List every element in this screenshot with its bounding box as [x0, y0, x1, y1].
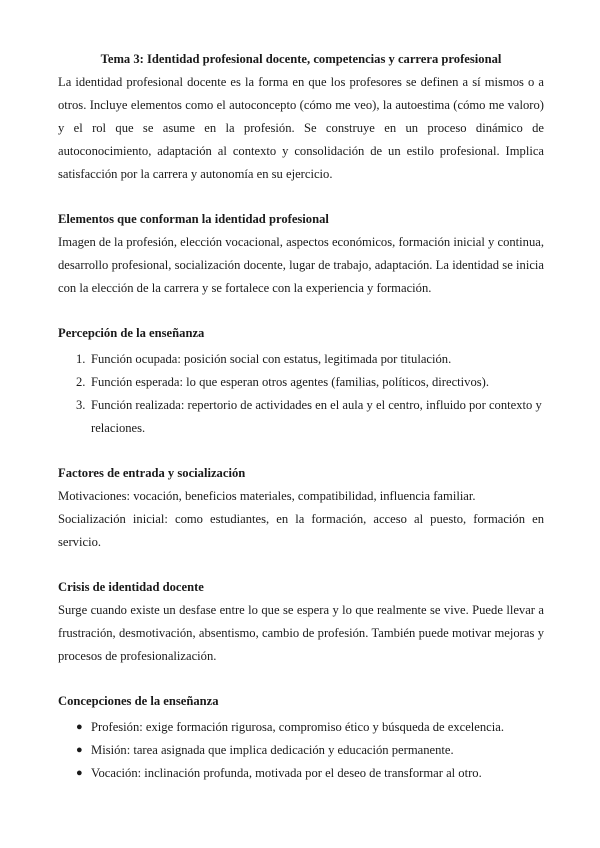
list-item-text: Función realizada: repertorio de actividades en el aula y el centro, influido por contexto y relaciones. — [91, 398, 542, 435]
section-heading-percepcion: Percepción de la enseñanza — [58, 326, 205, 340]
percepcion-numbered-list — [58, 348, 544, 440]
section-text-crisis: Surge cuando existe un desfase entre lo que se espera y lo que realmente se vive. Puede llevar a frustración, desmotivación, absentismo, cambio de profesión. También puede motivar mejoras y procesos de profesionalización. — [58, 603, 544, 663]
section-heading-factores: Factores de entrada y socialización — [58, 466, 246, 480]
section-heading-crisis: Crisis de identidad docente — [58, 580, 204, 594]
bullet-icon: ● — [76, 767, 83, 779]
list-item — [58, 739, 544, 762]
bullet-icon: ● — [76, 721, 83, 733]
list-item — [58, 371, 544, 394]
list-item — [58, 716, 544, 739]
intro-paragraph: La identidad profesional docente es la forma en que los profesores se definen a sí mismos o a otros. Incluye elementos como el autoconcepto (cómo me veo), la autoestima (cómo me valoro) y el rol que se asume en la profesión. Se construye en un proceso dinámico de autoconocimiento, adaptación al contexto y consolidación de un estilo profesional. Implica satisfacción por la carrera y autonomía en su ejercicio. — [58, 75, 544, 181]
list-item — [58, 762, 544, 785]
concepciones-bullet-list — [58, 716, 544, 785]
factores-motivaciones: Motivaciones: vocación, beneficios materiales, compatibilidad, influencia familiar. — [58, 489, 476, 503]
list-item — [58, 348, 544, 371]
bullet-icon: ● — [76, 744, 83, 756]
list-item-text: Misión: tarea asignada que implica dedicación y educación permanente. — [91, 743, 454, 757]
list-number: 3. — [76, 398, 86, 412]
section-text-elementos: Imagen de la profesión, elección vocacional, aspectos económicos, formación inicial y continua, desarrollo profesional, socialización docente, lugar de trabajo, adaptación. La identidad se inicia con la elección de la carrera y se fortalece con la experiencia y formación. — [58, 235, 544, 295]
document-page — [58, 48, 544, 785]
list-item-text: Profesión: exige formación rigurosa, compromiso ético y búsqueda de excelencia. — [91, 720, 505, 734]
document-title: Tema 3: Identidad profesional docente, competencias y carrera profesional — [100, 52, 502, 66]
list-item-text: Función ocupada: posición social con estatus, legitimada por titulación. — [91, 352, 452, 366]
list-item-text: Función esperada: lo que esperan otros agentes (familias, políticos, directivos). — [91, 375, 489, 389]
list-item — [58, 394, 544, 440]
section-heading-elementos: Elementos que conforman la identidad profesional — [58, 212, 329, 226]
list-number: 2. — [76, 375, 86, 389]
factores-socializacion: Socialización inicial: como estudiantes, en la formación, acceso al puesto, formación en servicio. — [58, 512, 544, 549]
section-heading-concepciones: Concepciones de la enseñanza — [58, 694, 219, 708]
list-item-text: Vocación: inclinación profunda, motivada por el deseo de transformar al otro. — [91, 766, 482, 780]
list-number: 1. — [76, 352, 86, 366]
